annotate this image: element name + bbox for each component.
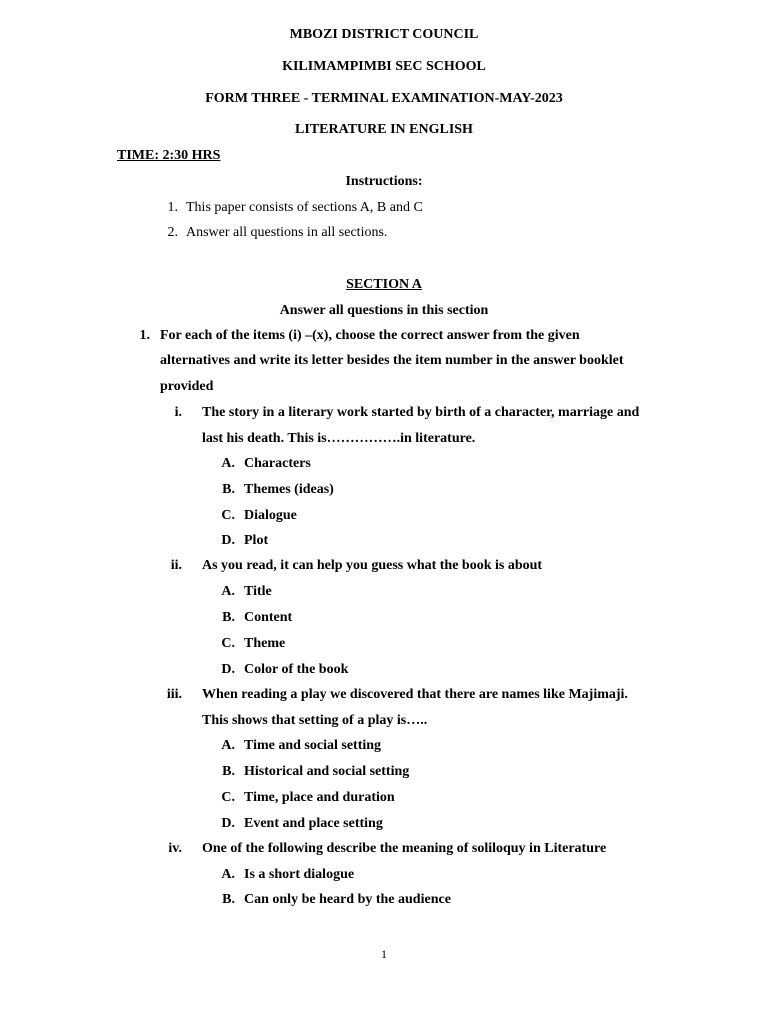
question-number: 1.: [139, 328, 150, 343]
item-number: i.: [174, 405, 182, 420]
section-a-subtitle: Answer all questions in this section: [279, 303, 489, 318]
option-text: Theme: [244, 636, 286, 651]
instruction-number: 2.: [167, 225, 178, 240]
option-letter: A.: [221, 867, 235, 882]
option-text: Historical and social setting: [244, 764, 410, 779]
item-number: ii.: [170, 558, 182, 573]
option-letter: B.: [222, 610, 235, 625]
option-text: Dialogue: [244, 508, 297, 523]
option-text: Time and social setting: [244, 738, 382, 753]
item-text-line: One of the following describe the meaning of soliloquy in Literature: [202, 841, 607, 856]
school-title: KILIMAMPIMBI SEC SCHOOL: [282, 59, 486, 74]
option-text: Plot: [244, 533, 269, 548]
item-text-line: last his death. This is…………….in literature.: [202, 431, 476, 446]
option-text: Event and place setting: [244, 816, 383, 831]
item-text-line: The story in a literary work started by birth of a character, marriage and: [202, 405, 640, 420]
item-number: iv.: [168, 841, 182, 856]
question-text-line: For each of the items (i) –(x), choose the correct answer from the given: [160, 328, 580, 343]
option-letter: D.: [221, 662, 235, 677]
option-text: Characters: [244, 456, 311, 471]
question-text-line: provided: [160, 379, 214, 394]
exam-title: FORM THREE - TERMINAL EXAMINATION-MAY-2023: [205, 91, 563, 106]
item-text-line: When reading a play we discovered that there are names like Majimaji.: [202, 687, 628, 702]
instruction-text: Answer all questions in all sections.: [186, 225, 388, 240]
question-text-line: alternatives and write its letter besides the item number in the answer booklet: [160, 353, 624, 368]
option-letter: A.: [221, 584, 235, 599]
option-letter: D.: [221, 816, 235, 831]
option-letter: B.: [222, 764, 235, 779]
option-letter: B.: [222, 482, 235, 497]
option-text: Title: [244, 584, 272, 599]
council-title: MBOZI DISTRICT COUNCIL: [289, 27, 479, 42]
page-number: 1: [381, 947, 387, 961]
instructions-heading: Instructions:: [345, 174, 423, 189]
instruction-text: This paper consists of sections A, B and C: [186, 200, 423, 215]
option-text: Can only be heard by the audience: [244, 892, 451, 907]
option-text: Time, place and duration: [244, 790, 395, 805]
option-letter: B.: [222, 892, 235, 907]
item-number: iii.: [166, 687, 182, 702]
option-text: Color of the book: [244, 662, 349, 677]
item-text-line: This shows that setting of a play is…..: [202, 713, 428, 728]
option-text: Content: [244, 610, 293, 625]
option-text: Is a short dialogue: [244, 867, 355, 882]
time-allowed: TIME: 2:30 HRS: [117, 148, 221, 163]
option-letter: C.: [221, 790, 235, 805]
option-letter: D.: [221, 533, 235, 548]
option-letter: C.: [221, 636, 235, 651]
instruction-number: 1.: [167, 200, 178, 215]
option-text: Themes (ideas): [244, 482, 334, 497]
option-letter: A.: [221, 738, 235, 753]
option-letter: C.: [221, 508, 235, 523]
subject-title: LITERATURE IN ENGLISH: [295, 122, 473, 137]
option-letter: A.: [221, 456, 235, 471]
item-text-line: As you read, it can help you guess what the book is about: [202, 558, 543, 573]
section-a-title: SECTION A: [346, 277, 422, 292]
